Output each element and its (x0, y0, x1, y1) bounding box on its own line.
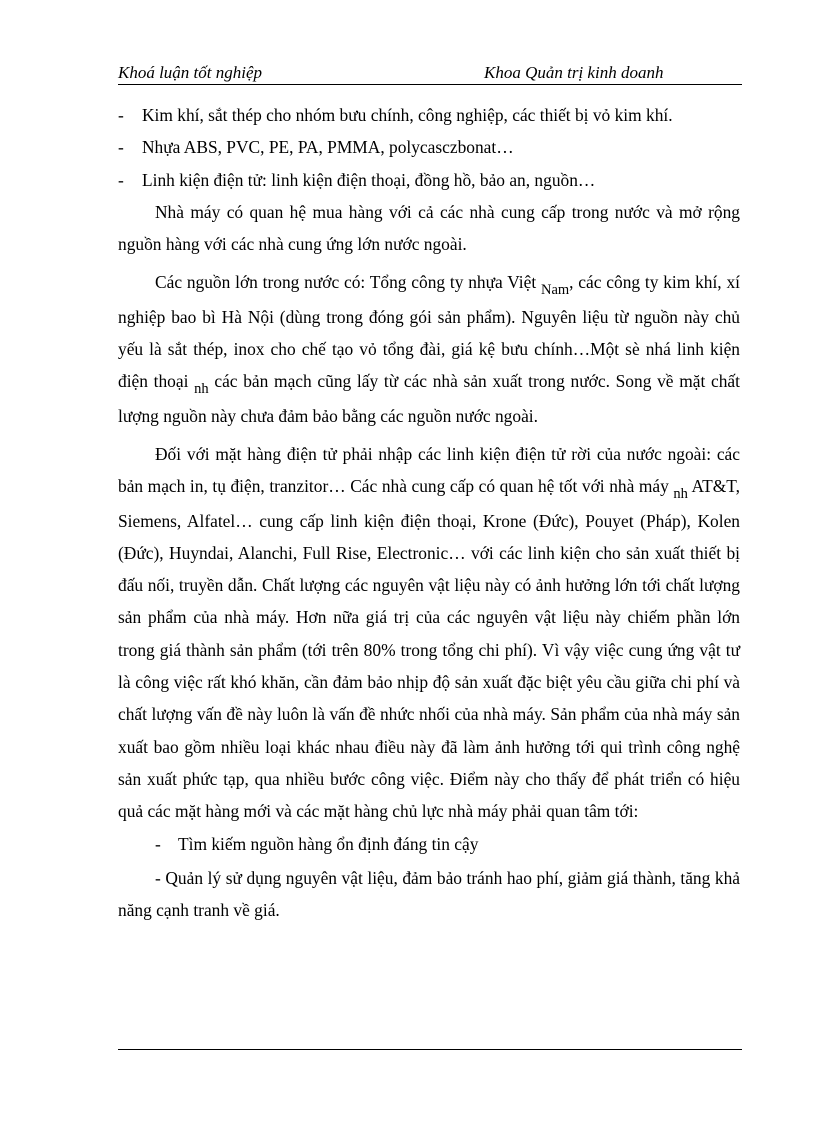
bullet-text: Kim khí, sắt thép cho nhóm bưu chính, công nghiệp, các thiết bị vỏ kim khí. (142, 105, 673, 125)
bullet-dash: - (118, 169, 124, 190)
subscript-run: nh (194, 381, 209, 398)
paragraph-foreign-sources (118, 438, 740, 828)
list-item (118, 131, 740, 163)
text-run: các bản mạch cũng lấy từ các nhà sản xuất trong nước. Song về mặt chất lượng nguồn này chưa đảm bảo bằng các nguồn nước ngoài. (118, 371, 740, 426)
bullet-text: Nhựa ABS, PVC, PE, PA, PMMA, polycasczbonat… (142, 137, 514, 158)
subscript-run: nh (673, 486, 688, 503)
header-left-title: Khoá luận tốt nghiệp (118, 63, 263, 82)
text-run: Đối với mặt hàng điện tử phải nhập các linh kiện điện tử rời của nước ngoài: các bản mạch in, tụ điện, tranzitor… Các nhà cung cấp có quan hệ tốt với nhà máy (118, 443, 740, 497)
footer-divider (118, 1049, 742, 1050)
bullet-dash: - (118, 137, 124, 158)
list-item (118, 99, 740, 131)
bullet-text: Tìm kiếm nguồn hàng ổn định đáng tin cậy (178, 833, 479, 854)
text-run: AT&T, Siemens, Alfatel… cung cấp linh kiện điện thoại, Krone (Đức), Pouyet (Pháp), Kolen (Đức), Huyndai, Alanchi, Full Rise, Electronic… với các linh kiện cho sản xuất thiết bị đấu nối, truyền dẫn. Chất lượng các nguyên vật liệu này có ảnh hưởng lớn tới chất lượng sản phẩm của nhà máy. Hơn nữa giá trị của các nguyên vật liệu này chiếm phần lớn trong giá thành sản phẩm (tới trên 80% trong tổng chi phí). Vì vậy việc cung ứng vật tư là công việc rất khó khăn, cần đảm bảo nhịp độ sản xuất đặc biệt yêu cầu giữa chi phí và chất lượng vấn đề này luôn là vấn đề nhức nhối của nhà máy. Sản phẩm của nhà máy sản xuất bao gồm nhiều loại khác nhau điều này đã làm ảnh hưởng tới qui trình công nghệ sản xuất phức tạp, qua nhiều bước công việc. Điểm này cho thấy để phát triển có hiệu quả các mặt hàng mới và các mặt hàng chủ lực nhà máy phải quan tâm tới: (118, 476, 740, 822)
paragraph-domestic-sources (118, 266, 740, 431)
text-run: , các công ty kim khí, xí nghiệp bao bì Hà Nội (dùng trong đóng gói sản phẩm). Nguyên liệu từ nguồn này chủ yếu là sắt thép, inox cho chế tạo vỏ tổng đài, giá kệ bưu chính…Một sè nhá linh kiện điện thoại (118, 272, 740, 392)
bullet-dash: - (155, 833, 161, 854)
header-right-title: Khoa Quản trị kinh doanh (484, 63, 664, 82)
text-run: Các nguồn lớn trong nước có: Tổng công ty nhựa Việt (155, 272, 541, 293)
page-body (118, 99, 740, 926)
bullet-text: Linh kiện điện tử: linh kiện điện thoại, đồng hồ, bảo an, nguồn… (142, 169, 596, 190)
list-item (118, 828, 740, 860)
list-item (118, 164, 740, 196)
paragraph-material-management: - Quản lý sử dụng nguyên vật liệu, đảm bảo tránh hao phí, giảm giá thành, tăng khả năng cạnh tranh về giá. (118, 867, 740, 921)
page-header (118, 62, 742, 85)
bullet-dash: - (118, 105, 124, 125)
paragraph-suppliers-overview: Nhà máy có quan hệ mua hàng với cả các nhà cung cấp trong nước và mở rộng nguồn hàng với các nhà cung ứng lớn nước ngoài. (118, 201, 740, 255)
subscript-run: Nam (540, 282, 570, 299)
